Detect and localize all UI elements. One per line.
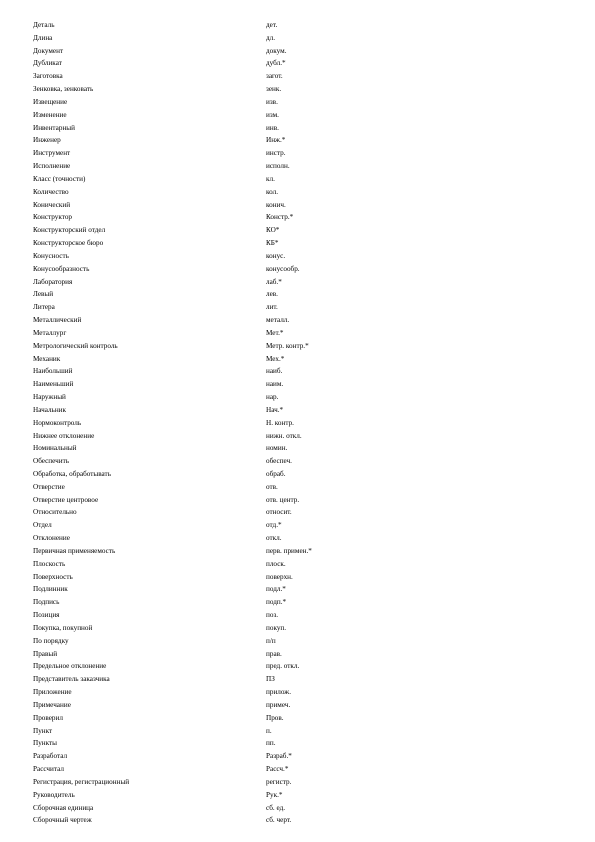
list-item (0, 635, 595, 648)
abbreviation-text: п/п (266, 636, 276, 645)
term-text: Примечание (33, 700, 71, 709)
term-text: Разработал (33, 752, 68, 761)
abbreviation-text: зенк. (266, 85, 282, 94)
term-text: Обеспечить (33, 457, 70, 466)
abbreviation-text: отд.* (266, 521, 282, 530)
term-text: Деталь (33, 21, 55, 29)
abbreviation-text: Инж.* (266, 136, 286, 145)
abbreviation-text: ПЗ (266, 675, 275, 684)
term-text: Конструктор (33, 213, 73, 222)
list-item (0, 481, 595, 494)
list-item (0, 506, 595, 519)
list-item (0, 776, 595, 789)
list-item (0, 378, 595, 391)
term-text: Предельное отклонение (33, 662, 107, 671)
abbreviation-text: дубл.* (266, 59, 286, 68)
abbreviation-text: поверхн. (266, 572, 293, 581)
abbreviation-text: относит. (266, 508, 292, 517)
abbreviation-text: наим. (266, 380, 284, 389)
term-text: Длина (33, 33, 53, 42)
list-item (0, 814, 595, 827)
term-text: Изменение (33, 110, 67, 119)
term-text: Нормоконтроль (33, 418, 82, 427)
term-text: Исполнение (33, 162, 71, 171)
list-item (0, 250, 595, 263)
abbreviation-text: подл.* (266, 585, 286, 594)
term-text: Отдел (33, 521, 52, 530)
term-text: Проверил (33, 713, 63, 722)
list-item (0, 173, 595, 186)
list-item (0, 19, 595, 32)
term-text: Обработка, обработывать (33, 469, 111, 478)
abbreviation-text: лев. (266, 290, 278, 299)
abbreviation-text: исполн. (266, 162, 290, 171)
list-item (0, 32, 595, 45)
abbreviation-text: дл. (266, 33, 276, 42)
term-text: Наибольший (33, 367, 73, 376)
list-item (0, 134, 595, 147)
list-item (0, 789, 595, 802)
list-item (0, 737, 595, 750)
term-text: Конический (33, 200, 71, 209)
list-item (0, 224, 595, 237)
list-item (0, 96, 595, 109)
term-text: Зенковка, зенковать (33, 85, 94, 94)
term-text: Инструмент (33, 149, 71, 158)
abbreviation-text: покуп. (266, 623, 287, 632)
list-item (0, 314, 595, 327)
abbreviation-text: поз. (266, 611, 279, 620)
abbreviation-text: откл. (266, 534, 282, 543)
term-text: Пункт (33, 726, 53, 735)
term-text: Регистрация, регистрационный (33, 777, 130, 786)
abbreviation-text: лит. (266, 303, 278, 312)
list-item (0, 263, 595, 276)
list-item (0, 391, 595, 404)
abbreviation-text: Констр.* (266, 213, 294, 222)
list-item (0, 763, 595, 776)
term-text: Наименьший (33, 380, 74, 389)
abbreviation-text: примеч. (266, 700, 291, 709)
abbreviation-text: отв. (266, 482, 278, 491)
term-text: Инженер (33, 136, 61, 145)
term-text: Класс (точности) (33, 174, 86, 183)
term-text: Первичная применяемость (33, 546, 116, 555)
term-text: Нижнее отклонение (33, 431, 95, 440)
term-text: Лаборатория (33, 277, 73, 286)
list-item (0, 45, 595, 58)
abbreviation-text: отв. центр. (266, 495, 300, 504)
abbreviation-text: пп. (266, 739, 276, 748)
list-item (0, 186, 595, 199)
list-item (0, 455, 595, 468)
list-item (0, 648, 595, 661)
abbreviation-text: кол. (266, 187, 279, 196)
list-item (0, 301, 595, 314)
term-text: Относительно (33, 508, 77, 517)
abbreviation-text: докум. (266, 46, 287, 55)
term-text: Механик (33, 354, 61, 363)
term-text: Сборочная единица (33, 803, 94, 812)
abbreviation-text: наиб. (266, 367, 283, 376)
term-text: Количество (33, 187, 69, 196)
term-text: Покупка, покупной (33, 623, 93, 632)
abbreviation-text: Мех.* (266, 354, 285, 363)
term-text: Сборочный чертеж (33, 816, 92, 825)
abbreviation-text: нижн. откл. (266, 431, 302, 440)
list-item (0, 622, 595, 635)
list-item (0, 571, 595, 584)
term-text: Металлург (33, 328, 67, 337)
abbreviation-text: перв. примен.* (266, 546, 312, 555)
list-item (0, 725, 595, 738)
term-text: Документ (33, 46, 64, 55)
list-item (0, 160, 595, 173)
term-text: Плоскость (33, 559, 66, 568)
list-item (0, 519, 595, 532)
term-text: Метрологический контроль (33, 341, 118, 350)
list-item (0, 596, 595, 609)
term-text: Представитель заказчика (33, 675, 110, 684)
abbreviation-text: конус. (266, 251, 286, 260)
list-item (0, 532, 595, 545)
list-item (0, 147, 595, 160)
list-item (0, 211, 595, 224)
term-text: Отверстие (33, 482, 65, 491)
list-item (0, 750, 595, 763)
list-item (0, 57, 595, 70)
list-item (0, 583, 595, 596)
abbreviation-text: Рук.* (266, 790, 283, 799)
term-text: Подпись (33, 598, 60, 607)
term-text: Поверхность (33, 572, 73, 581)
abbreviation-text: сб. черт. (266, 816, 292, 825)
list-item (0, 122, 595, 135)
list-item (0, 712, 595, 725)
list-item (0, 468, 595, 481)
abbreviation-text: инстр. (266, 149, 286, 158)
abbreviation-text: металл. (266, 316, 290, 325)
term-text: Руководитель (33, 790, 75, 799)
abbreviation-text: Мет.* (266, 328, 284, 337)
abbreviation-text: Нач.* (266, 405, 284, 414)
term-text: Позиция (33, 611, 60, 620)
abbreviation-text: изм. (266, 110, 279, 119)
list-item (0, 237, 595, 250)
term-text: Рассчитал (33, 765, 64, 774)
abbreviation-text: Пров. (266, 713, 284, 722)
term-text: Извещение (33, 97, 68, 106)
list-item (0, 199, 595, 212)
term-text: Инвентарный (33, 123, 75, 132)
list-item (0, 327, 595, 340)
abbreviation-text: п. (266, 726, 272, 735)
list-item (0, 276, 595, 289)
list-item (0, 609, 595, 622)
list-item (0, 109, 595, 122)
abbreviation-text: обраб. (266, 469, 286, 478)
abbreviation-text: прилож. (266, 688, 292, 697)
term-text: Отверстие центровое (33, 495, 99, 504)
abbreviation-text: пред. откл. (266, 662, 300, 671)
abbreviation-text: лаб.* (266, 277, 282, 286)
list-item (0, 686, 595, 699)
list-item (0, 365, 595, 378)
abbreviation-text: загот. (266, 72, 283, 81)
term-text: По порядку (33, 636, 69, 645)
list-item (0, 673, 595, 686)
term-text: Металлический (33, 316, 82, 325)
list-item (0, 430, 595, 443)
term-text: Конструкторский отдел (33, 226, 106, 235)
list-item (0, 442, 595, 455)
abbreviation-text: конич. (266, 200, 286, 209)
list-item (0, 353, 595, 366)
term-text: Левый (33, 290, 54, 299)
term-text: Конструкторское бюро (33, 239, 104, 248)
term-text: Приложение (33, 688, 72, 697)
list-item (0, 288, 595, 301)
list-item (0, 404, 595, 417)
abbreviation-text: КО* (266, 226, 280, 235)
list-item (0, 699, 595, 712)
abbreviation-text: плоск. (266, 559, 286, 568)
list-item (0, 660, 595, 673)
abbreviation-text: регистр. (266, 777, 292, 786)
abbreviation-text: дет. (266, 21, 278, 29)
list-item (0, 83, 595, 96)
term-text: Начальник (33, 405, 67, 414)
abbreviation-text: Н. контр. (266, 418, 294, 427)
abbreviation-text: сб. ед. (266, 803, 286, 812)
abbreviation-text: инв. (266, 123, 279, 132)
abbreviation-text: нар. (266, 393, 279, 402)
abbreviation-text: Разраб.* (266, 752, 292, 761)
abbreviation-text: номин. (266, 444, 288, 453)
list-item (0, 70, 595, 83)
term-text: Дубликат (33, 59, 62, 68)
term-text: Подлинник (33, 585, 68, 594)
term-text: Пункты (33, 739, 57, 748)
abbreviation-text: Рассч.* (266, 765, 289, 774)
list-item (0, 494, 595, 507)
term-text: Номинальный (33, 444, 77, 453)
list-item (0, 558, 595, 571)
abbreviation-text: изв. (266, 97, 278, 106)
abbreviation-text: КБ* (266, 239, 279, 248)
abbreviation-text: Метр. контр.* (266, 341, 309, 350)
term-text: Заготовка (33, 72, 63, 81)
term-text: Литера (33, 303, 55, 312)
abbreviation-list (0, 19, 595, 827)
list-item (0, 417, 595, 430)
term-text: Конусообразность (33, 264, 90, 273)
term-text: Отклонение (33, 534, 70, 543)
abbreviation-text: обеспеч. (266, 457, 292, 466)
term-text: Правый (33, 649, 58, 658)
list-item (0, 545, 595, 558)
abbreviation-text: кл. (266, 174, 275, 183)
term-text: Наружный (33, 393, 66, 402)
abbreviation-text: конусообр. (266, 264, 300, 273)
abbreviation-text: прав. (266, 649, 282, 658)
list-item (0, 340, 595, 353)
list-item (0, 802, 595, 815)
abbreviation-text: подп.* (266, 598, 287, 607)
term-text: Конусность (33, 251, 69, 260)
